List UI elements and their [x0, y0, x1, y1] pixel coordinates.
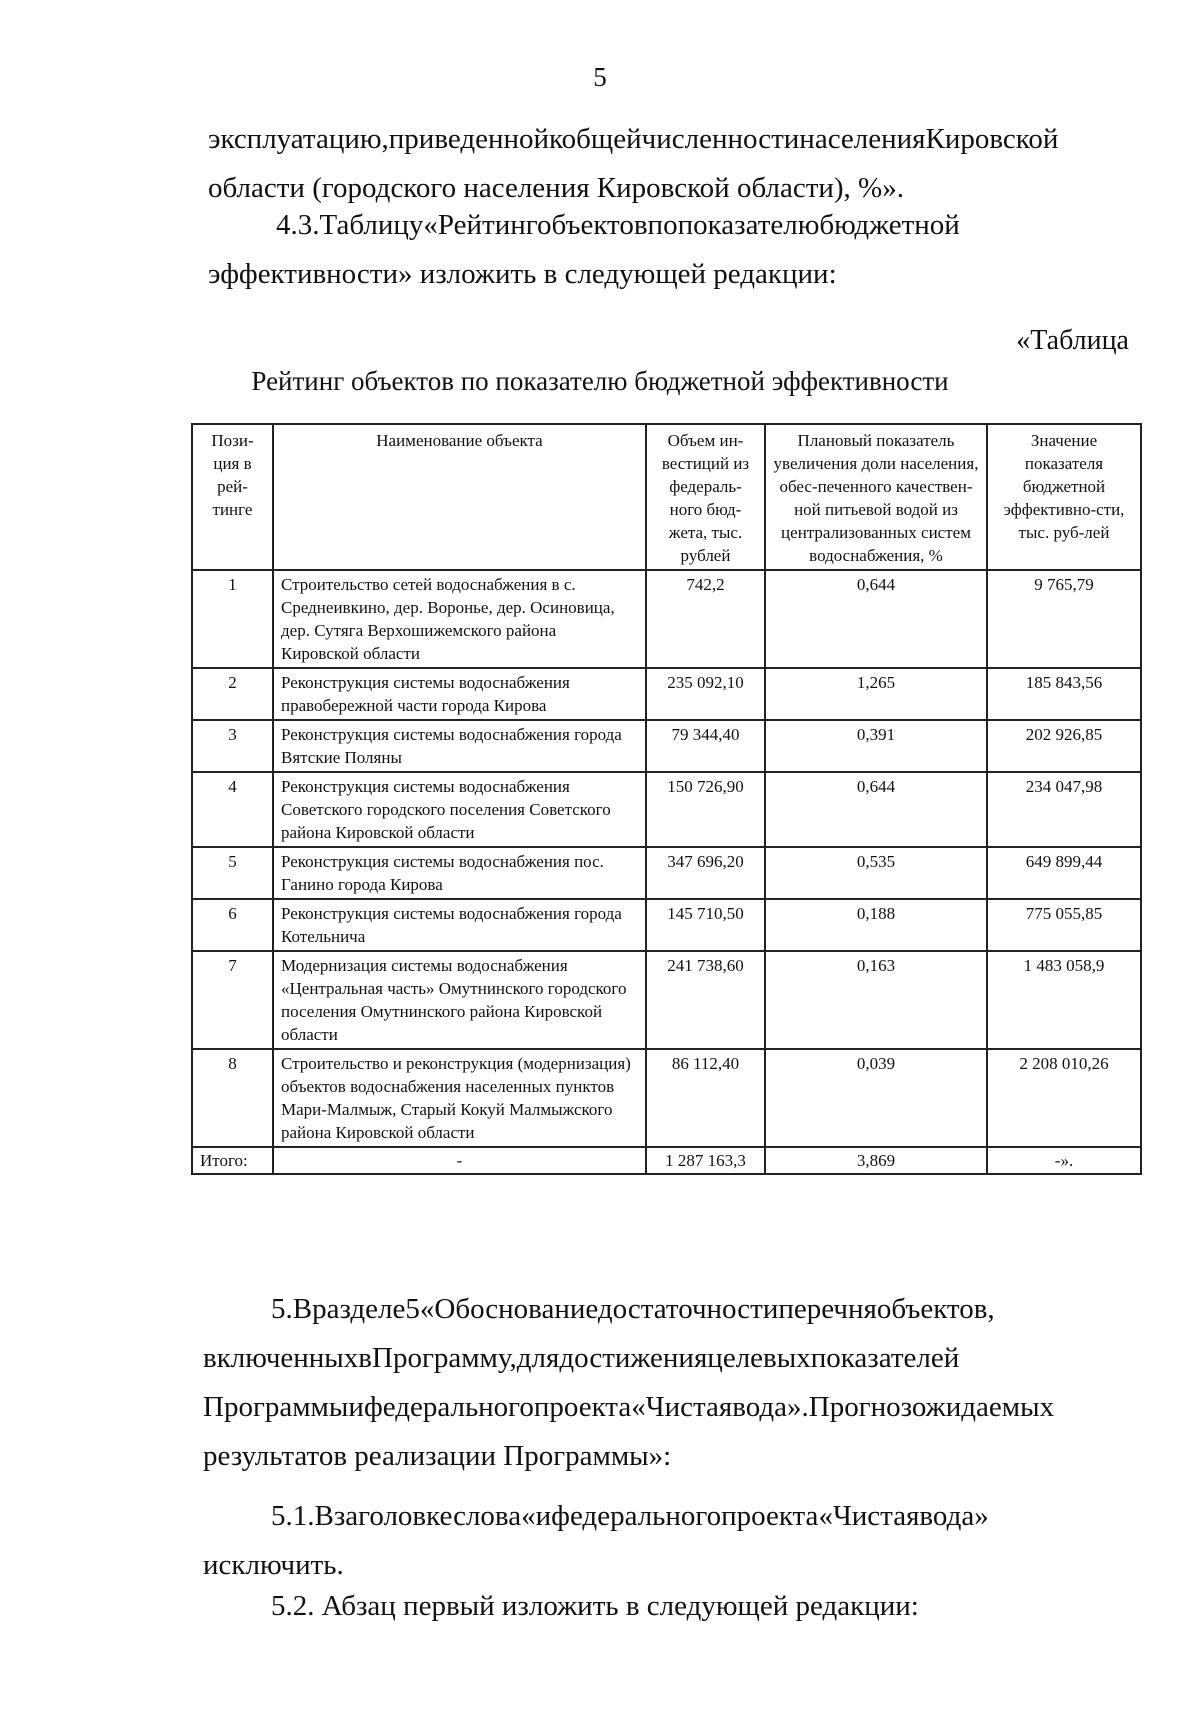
word: достаточности: [597, 1293, 779, 1325]
cell-efficiency: 775 055,85: [987, 899, 1141, 951]
table-row: [192, 951, 1141, 1049]
cell-efficiency: 9 765,79: [987, 570, 1141, 668]
cell-planned-indicator: 0,163: [765, 951, 987, 1049]
word: приведенной: [388, 123, 550, 155]
cell-investment: 235 092,10: [646, 668, 765, 720]
cell-object-name: Реконструкция системы водоснабжения пос. Ганино города Кирова: [273, 847, 646, 899]
cell-planned-indicator: 0,644: [765, 772, 987, 847]
rating-table: [191, 423, 1142, 1175]
cell-total-name: -: [273, 1147, 646, 1174]
word: перечня: [778, 1293, 877, 1325]
cell-planned-indicator: 0,535: [765, 847, 987, 899]
intro-line-1: [208, 115, 1128, 164]
word: «и: [521, 1500, 552, 1532]
cell-investment: 241 738,60: [646, 951, 765, 1049]
table-row: [192, 668, 1141, 720]
cell-investment: 79 344,40: [646, 720, 765, 772]
paragraph-4-3: [208, 201, 1128, 299]
word: «Обоснование: [419, 1293, 598, 1325]
paragraph-4-3-line-2: эффективности» изложить в следующей редакции:: [208, 258, 837, 290]
word: 5.: [271, 1293, 293, 1325]
paragraph-5-2-text: 5.2. Абзац первый изложить в следующей редакции:: [271, 1590, 919, 1622]
word: Прогноз: [808, 1391, 912, 1423]
word: проекта: [721, 1500, 819, 1532]
cell-efficiency: 202 926,85: [987, 720, 1141, 772]
cell-position: 2: [192, 668, 273, 720]
word: «Чистая: [818, 1500, 920, 1532]
word: показателей: [810, 1342, 960, 1374]
word: федерального: [363, 1391, 534, 1423]
table-title: Рейтинг объектов по показателю бюджетной эффективности: [251, 366, 949, 396]
cell-investment: 86 112,40: [646, 1049, 765, 1147]
cell-investment: 150 726,90: [646, 772, 765, 847]
cell-object-name: Строительство сетей водоснабжения в с. Среднеивкино, дер. Воронье, дер. Осиновица, дер. Сутяга Верхошижемского района Кировской области: [273, 570, 646, 668]
word: эксплуатацию,: [208, 123, 389, 155]
word: заголовке: [333, 1500, 454, 1532]
word: 5: [405, 1293, 420, 1325]
word: федерального: [551, 1500, 722, 1532]
cell-position: 1: [192, 570, 273, 668]
table-header-row: [192, 424, 1141, 570]
header-efficiency: Значение показателя бюджетной эффективно-сти, тыс. руб-лей: [987, 424, 1141, 570]
cell-total-planned-indicator: 3,869: [765, 1147, 987, 1174]
word: ожидаемых: [911, 1391, 1055, 1423]
cell-position: 7: [192, 951, 273, 1049]
intro-paragraph: [208, 115, 1128, 213]
cell-investment: 347 696,20: [646, 847, 765, 899]
table-row: [192, 899, 1141, 951]
intro-line-2: области (городского населения Кировской области), %».: [208, 172, 904, 204]
cell-planned-indicator: 0,188: [765, 899, 987, 951]
table-row: [192, 720, 1141, 772]
word: и: [348, 1391, 364, 1423]
word: целевых: [707, 1342, 811, 1374]
cell-object-name: Строительство и реконструкция (модернизация) объектов водоснабжения населенных пунктов Мари-Малмыж, Старый Кокуй Малмыжского района Кировской области: [273, 1049, 646, 1147]
cell-total-investment: 1 287 163,3: [646, 1147, 765, 1174]
cell-position: 3: [192, 720, 273, 772]
cell-planned-indicator: 0,039: [765, 1049, 987, 1147]
word: объектов,: [876, 1293, 995, 1325]
word: объектов: [536, 209, 648, 241]
cell-planned-indicator: 0,644: [765, 570, 987, 668]
word: в: [358, 1342, 372, 1374]
word: слова: [453, 1500, 522, 1532]
word: Кировской: [925, 123, 1059, 155]
word: вода».: [732, 1391, 809, 1423]
header-investment: Объем ин-вестиций из федераль-ного бюд-жета, тыс. рублей: [646, 424, 765, 570]
table-total-row: [192, 1147, 1141, 1174]
word: включенных: [203, 1342, 359, 1374]
section-5-line-1: [203, 1285, 1128, 1334]
word: «Рейтинг: [423, 209, 537, 241]
section-5-line-2: [203, 1334, 1128, 1383]
word: 5.1.: [271, 1500, 315, 1532]
table-row: [192, 570, 1141, 668]
word: «Чистая: [631, 1391, 733, 1423]
cell-object-name: Реконструкция системы водоснабжения города Вятские Поляны: [273, 720, 646, 772]
cell-planned-indicator: 0,391: [765, 720, 987, 772]
word: В: [314, 1500, 334, 1532]
word: достижения: [559, 1342, 708, 1374]
page-number: 5: [593, 62, 607, 92]
paragraph-5-1-line-1: [203, 1492, 1128, 1541]
cell-object-name: Модернизация системы водоснабжения «Центральная часть» Омутнинского городского поселения Омутнинского района Кировской области: [273, 951, 646, 1049]
word: населения: [799, 123, 926, 155]
word: численности: [641, 123, 800, 155]
paragraph-5-1-line-2: исключить.: [203, 1549, 344, 1581]
table-row: [192, 847, 1141, 899]
header-position: Пози-ция в рей-тинге: [192, 424, 273, 570]
word: по: [647, 209, 678, 241]
section-5-line-4: результатов реализации Программы»:: [203, 1440, 672, 1472]
table-row: [192, 1049, 1141, 1147]
cell-investment: 145 710,50: [646, 899, 765, 951]
word: бюджетной: [819, 209, 960, 241]
cell-position: 5: [192, 847, 273, 899]
section-5-line-3: [203, 1383, 1128, 1432]
cell-efficiency: 1 483 058,9: [987, 951, 1141, 1049]
table-mark: «Таблица: [1016, 325, 1129, 356]
header-planned-indicator: Плановый показатель увеличения доли населения, обес-печенного качествен-ной питьевой водой из централизованных систем водоснабжения, %: [765, 424, 987, 570]
word: для: [516, 1342, 560, 1374]
word: В: [292, 1293, 313, 1325]
cell-efficiency: 649 899,44: [987, 847, 1141, 899]
cell-total-label: Итого:: [192, 1147, 273, 1174]
cell-object-name: Реконструкция системы водоснабжения правобережной части города Кирова: [273, 668, 646, 720]
word: Таблицу: [319, 209, 424, 241]
word: Программы: [203, 1391, 349, 1423]
table-row: [192, 772, 1141, 847]
word: вода»: [919, 1500, 989, 1532]
cell-investment: 742,2: [646, 570, 765, 668]
cell-position: 4: [192, 772, 273, 847]
word: показателю: [677, 209, 820, 241]
section-5-paragraph: [203, 1285, 1128, 1481]
cell-efficiency: 2 208 010,26: [987, 1049, 1141, 1147]
header-object-name: Наименование объекта: [273, 424, 646, 570]
cell-position: 8: [192, 1049, 273, 1147]
word: 4.3.: [276, 209, 320, 241]
word: проекта: [533, 1391, 632, 1423]
cell-object-name: Реконструкция системы водоснабжения Советского городского поселения Советского района Кировской области: [273, 772, 646, 847]
paragraph-4-3-line-1: [208, 201, 1128, 250]
word: разделе: [312, 1293, 406, 1325]
cell-object-name: Реконструкция системы водоснабжения города Котельнича: [273, 899, 646, 951]
cell-planned-indicator: 1,265: [765, 668, 987, 720]
cell-position: 6: [192, 899, 273, 951]
cell-efficiency: 234 047,98: [987, 772, 1141, 847]
word: к: [549, 123, 562, 155]
cell-efficiency: 185 843,56: [987, 668, 1141, 720]
word: общей: [561, 123, 642, 155]
cell-total-efficiency: -».: [987, 1147, 1141, 1174]
paragraph-5-2: [203, 1582, 1128, 1631]
word: Программу,: [372, 1342, 517, 1374]
paragraph-5-1: [203, 1492, 1128, 1590]
